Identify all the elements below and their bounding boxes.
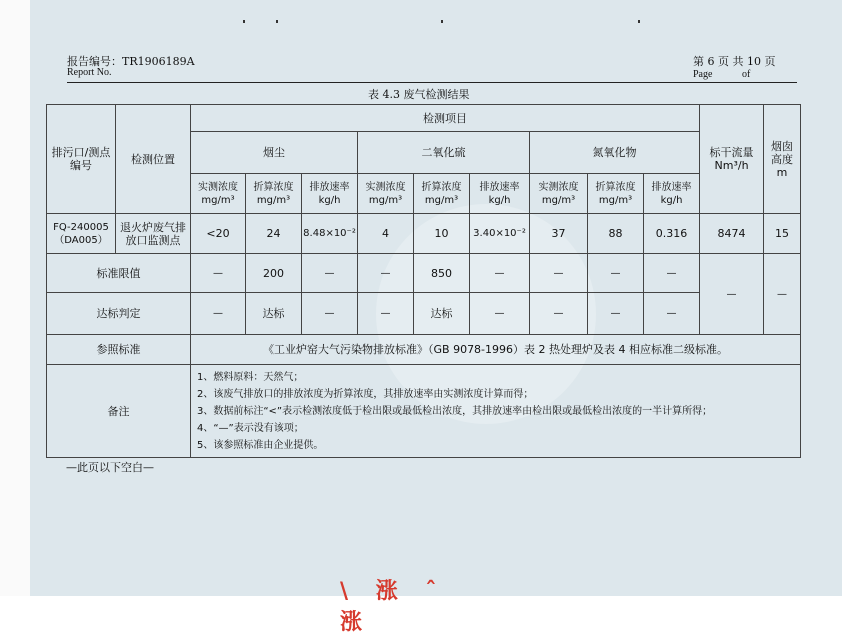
- dust-converted: 24: [246, 214, 302, 254]
- outlet-id: FQ-240005 （DA005）: [47, 214, 116, 254]
- scan-speck: [243, 20, 245, 23]
- so2-converted-header: 折算浓度 mg/m³: [414, 174, 470, 214]
- limit-dust-rate: —: [302, 254, 358, 293]
- note-line: 1、燃料原料：天然气；: [197, 371, 304, 383]
- note-line: 4、“—”表示没有该项；: [197, 422, 304, 434]
- page-number: 第 6 页 共 10 页: [693, 55, 776, 68]
- so2-rate: 3.40×10⁻²: [470, 214, 530, 254]
- judge-dust-converted: 达标: [246, 293, 302, 335]
- judge-label: 达标判定: [47, 293, 191, 335]
- nox-measured-header: 实测浓度 mg/m³: [530, 174, 588, 214]
- header-rule: [67, 82, 797, 83]
- so2-measured-header: 实测浓度 mg/m³: [358, 174, 414, 214]
- limit-nox-measured: —: [530, 254, 588, 293]
- nox-converted-header: 折算浓度 mg/m³: [588, 174, 644, 214]
- limit-flow: —: [700, 254, 764, 335]
- flow-header-label: 标干流量: [709, 146, 754, 159]
- note-line: 3、数据前标注“<”表示检测浓度低于检出限或最低检出浓度，其排放速率由检出限或最低检出浓度的一半计算所得；: [197, 405, 713, 417]
- exhaust-results-table: [46, 104, 801, 458]
- notes-content: [191, 365, 801, 458]
- dust-rate-header: 排放速率 kg/h: [302, 174, 358, 214]
- outlet-header: 排污口/测点编号: [47, 105, 116, 214]
- judge-dust-measured: —: [191, 293, 246, 335]
- nox-converted: 88: [588, 214, 644, 254]
- judge-so2-measured: —: [358, 293, 414, 335]
- limit-so2-converted: 850: [414, 254, 470, 293]
- chimney-header-l3: m: [776, 165, 788, 179]
- page-en: Page: [693, 69, 713, 80]
- dust-rate: 8.48×10⁻²: [302, 214, 358, 254]
- scan-speck: [441, 20, 443, 23]
- flow-value: 8474: [700, 214, 764, 254]
- flow-header-unit: Nm³/h: [714, 159, 749, 172]
- scan-speck: [276, 20, 278, 23]
- scan-margin: [0, 0, 30, 596]
- limit-nox-converted: —: [588, 254, 644, 293]
- table-row: [47, 365, 801, 458]
- notes-label: 备注: [47, 365, 191, 458]
- so2-converted: 10: [414, 214, 470, 254]
- limit-dust-converted: 200: [246, 254, 302, 293]
- chimney-header: [764, 105, 801, 214]
- page-en-of: of: [742, 69, 751, 80]
- reference-label: 参照标准: [47, 335, 191, 365]
- judge-nox-converted: —: [588, 293, 644, 335]
- table-row: [47, 335, 801, 365]
- items-header: 检测项目: [191, 105, 700, 132]
- table-row: [47, 214, 801, 254]
- dust-header: 烟尘: [191, 132, 358, 174]
- limit-chimney: —: [764, 254, 801, 335]
- dust-converted-header: 折算浓度 mg/m³: [246, 174, 302, 214]
- scan-speck: [638, 20, 640, 23]
- judge-nox-measured: —: [530, 293, 588, 335]
- chimney-header-l1: 烟囱: [771, 139, 794, 153]
- location-cell: 退火炉废气排 放口监测点: [116, 214, 191, 254]
- limit-nox-rate: —: [644, 254, 700, 293]
- judge-dust-rate: —: [302, 293, 358, 335]
- note-line: 5、该参照标准由企业提供。: [197, 439, 324, 451]
- limit-dust-measured: —: [191, 254, 246, 293]
- judge-nox-rate: —: [644, 293, 700, 335]
- nox-rate-header: 排放速率 kg/h: [644, 174, 700, 214]
- dust-measured: <20: [191, 214, 246, 254]
- location-header: 检测位置: [116, 105, 191, 214]
- so2-measured: 4: [358, 214, 414, 254]
- note-line: 2、该废气排放口的排放浓度为折算浓度，其排放速率由实测浓度计算而得；: [197, 388, 534, 400]
- nox-rate: 0.316: [644, 214, 700, 254]
- report-number: 报告编号：TR1906189A: [67, 55, 195, 68]
- limit-label: 标准限值: [47, 254, 191, 293]
- table-row: [47, 293, 801, 335]
- chimney-value: 15: [764, 214, 801, 254]
- nox-header: 氮氧化物: [530, 132, 700, 174]
- limit-so2-measured: —: [358, 254, 414, 293]
- nox-measured: 37: [530, 214, 588, 254]
- red-stamp-fragment: \ 涨 ˆ 涨: [340, 578, 447, 635]
- dust-measured-header: 实测浓度 mg/m³: [191, 174, 246, 214]
- judge-so2-converted: 达标: [414, 293, 470, 335]
- judge-so2-rate: —: [470, 293, 530, 335]
- chimney-header-l2: 高度: [771, 152, 794, 166]
- flow-header: [700, 105, 764, 214]
- report-number-en: Report No.: [67, 67, 112, 78]
- so2-header: 二氧化硫: [358, 132, 530, 174]
- table-row: [47, 105, 801, 132]
- reference-text: 《工业炉窑大气污染物排放标准》（GB 9078-1996）表 2 热处理炉及表 4 相应标准二级标准。: [191, 335, 801, 365]
- table-title: 表 4.3 废气检测结果: [368, 88, 470, 101]
- so2-rate-header: 排放速率 kg/h: [470, 174, 530, 214]
- table-row: [47, 254, 801, 293]
- blank-below-note: —此页以下空白—: [66, 461, 154, 474]
- limit-so2-rate: —: [470, 254, 530, 293]
